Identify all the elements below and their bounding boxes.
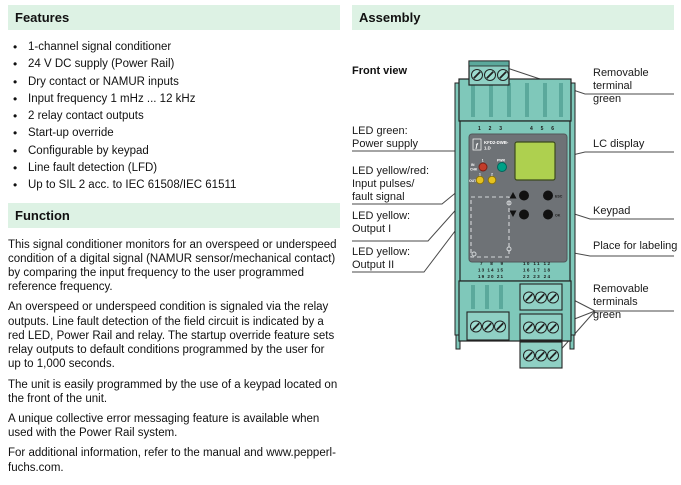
function-header: Function <box>8 203 340 228</box>
led-yellow-output1-icon <box>476 176 484 184</box>
terminal-block <box>520 314 562 340</box>
callout-led-output2 <box>352 246 457 272</box>
model-label-line2: 1.D <box>484 145 491 151</box>
model-label-line1: KFD2-DWB- <box>484 140 509 145</box>
terminal-numbers-top-left: 1 2 3 <box>478 126 502 132</box>
feature-item: • Line fault detection (LFD) <box>8 160 340 177</box>
callout-line: LED yellow/red: <box>352 165 430 177</box>
feature-item: • Up to SIL 2 acc. to IEC 61508/IEC 61511 <box>8 177 340 194</box>
terminal-numbers-row: 10 11 12 <box>523 261 550 266</box>
callout-bottom-terminals <box>593 283 678 322</box>
led-yellow1-number: 1 <box>479 172 481 177</box>
callout-line: fault signal <box>352 191 405 203</box>
function-text <box>8 238 340 475</box>
led-pwr-label: PWR <box>497 158 505 163</box>
callout-top-terminal <box>593 67 678 106</box>
svg-text:ƒ: ƒ <box>475 142 479 150</box>
function-paragraph: This signal conditioner monitors for an overspeed or underspeed condition of a digital signal (NAMUR sensor/mechanical contact) by comparing the input frequency to the user programmed reference frequency. <box>8 238 337 294</box>
esc-button <box>543 191 553 201</box>
terminal-numbers-top-right: 4 5 6 <box>530 126 554 132</box>
led-red-icon <box>479 163 487 171</box>
led-in-label: IN <box>471 163 475 167</box>
led-green-pwr-icon <box>498 163 507 172</box>
terminal-block <box>467 312 509 340</box>
led-out-label: OUT <box>469 179 477 183</box>
function-paragraph: The unit is easily programmed by the use of a keypad located on the front of the unit. <box>8 378 338 405</box>
screw-icon <box>472 70 509 81</box>
callout-lc-display: LC display <box>593 138 645 150</box>
callout-line: Power supply <box>352 138 419 150</box>
feature-item: • Start-up override <box>8 125 340 142</box>
terminal-block <box>520 284 562 310</box>
features-header: Features <box>8 5 340 30</box>
feature-item: • Configurable by keypad <box>8 143 340 160</box>
callout-line: Output II <box>352 259 395 271</box>
terminal-block <box>520 342 562 368</box>
top-terminal-block <box>469 61 509 85</box>
function-paragraph: A unique collective error messaging feature is available when used with the Power Rail system. <box>8 412 320 440</box>
right-column <box>352 5 678 484</box>
function-paragraph: For additional information, refer to the manual and www.pepperl-fuchs.com. <box>8 447 336 474</box>
feature-item: • 1-channel signal conditioner <box>8 39 340 56</box>
terminal-numbers-row: 7 8 9 <box>480 261 503 266</box>
ok-button-label: OK <box>555 213 561 218</box>
callout-line: green <box>593 309 622 321</box>
callout-line: LED green: <box>352 125 408 137</box>
assembly-header: Assembly <box>352 5 674 30</box>
up-button <box>519 191 529 201</box>
callout-line: green <box>593 93 622 105</box>
lc-display <box>515 142 555 180</box>
led-yellow-output2-icon <box>488 176 496 184</box>
callout-line: Removable terminal <box>593 67 649 92</box>
callout-led-output1 <box>352 210 457 236</box>
left-column <box>8 5 340 481</box>
feature-item: • 24 V DC supply (Power Rail) <box>8 56 340 73</box>
feature-item: • 2 relay contact outputs <box>8 108 340 125</box>
esc-button-label: ESC <box>555 194 563 199</box>
led-red-number: 1 <box>481 158 484 163</box>
brand-logo-icon <box>473 139 481 150</box>
feature-item: • Dry contact or NAMUR inputs <box>8 74 340 91</box>
callout-line: LED yellow: <box>352 210 411 222</box>
callout-line: Removable terminals <box>593 283 649 308</box>
callout-line: Output I <box>352 223 392 235</box>
device-main-body <box>460 121 570 281</box>
assembly-diagram <box>352 39 678 484</box>
features-list <box>8 39 340 195</box>
terminal-numbers-row: 19 20 21 <box>478 274 503 279</box>
function-paragraph: An overspeed or underspeed condition is signaled via the relay outputs. Line fault detection of the field circuit is indicated by a red LED, Power Rail and relay. The startup override feature sets relay outputs to default conditions programmed by the user for up to 1,000 seconds. <box>8 301 335 371</box>
callout-led-yellow-red <box>352 165 457 204</box>
terminal-numbers-row: 13 14 15 <box>478 267 503 273</box>
terminal-numbers-row: 16 17 18 <box>523 267 550 273</box>
callout-keypad: Keypad <box>593 205 631 217</box>
feature-item: • Input frequency 1 mHz ... 12 kHz <box>8 91 340 108</box>
callout-line: LED yellow: <box>352 246 411 258</box>
callout-labeling: Place for labeling <box>593 240 678 252</box>
led-yellow2-number: 2 <box>491 172 493 177</box>
ok-button <box>543 210 553 220</box>
callout-led-green <box>352 125 457 151</box>
callout-line: Input pulses/ <box>352 178 415 190</box>
front-view-label: Front view <box>352 65 408 77</box>
led-chk-label: CHK <box>470 167 478 172</box>
terminal-numbers-row: 22 23 24 <box>523 274 550 279</box>
down-button <box>519 210 529 220</box>
